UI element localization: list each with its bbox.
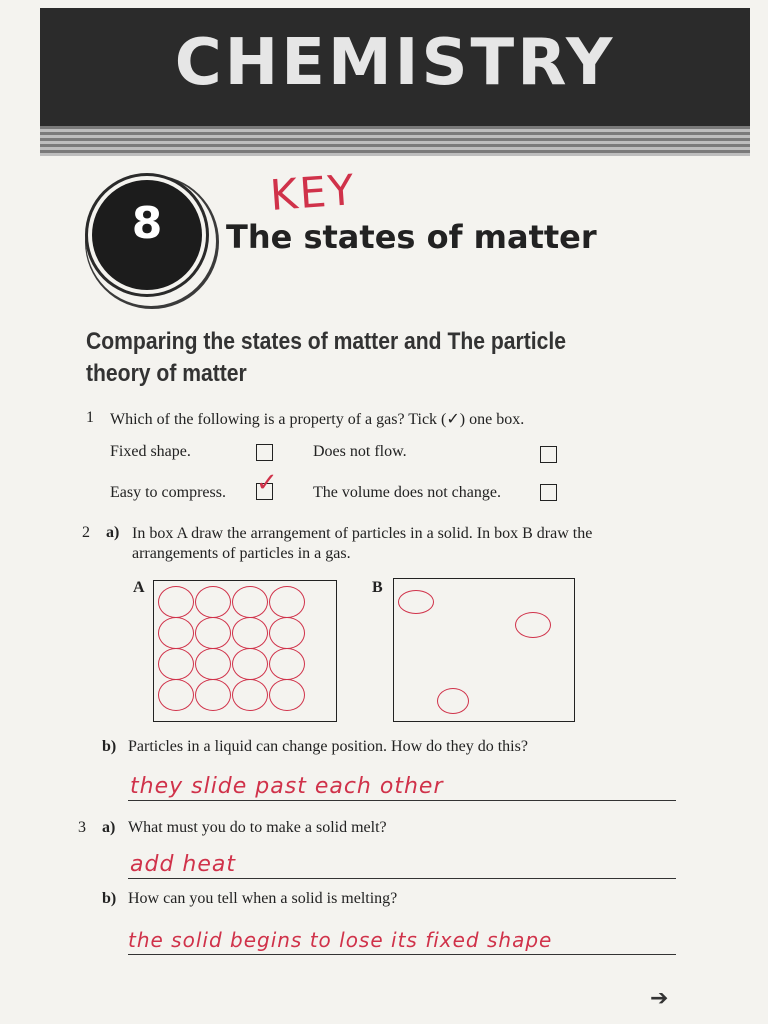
solid-particle xyxy=(195,586,231,618)
box-a-label: A xyxy=(133,579,145,596)
q2b-text: Particles in a liquid can change position. How do they do this? xyxy=(128,738,528,755)
q1-checkbox[interactable] xyxy=(540,446,557,463)
solid-particle xyxy=(158,679,194,711)
subject-title: CHEMISTRY xyxy=(174,26,616,100)
q2b-label: b) xyxy=(102,738,117,755)
solid-particle xyxy=(158,617,194,649)
box-b-label: B xyxy=(372,579,383,596)
q2a-label: a) xyxy=(106,524,120,541)
solid-particle xyxy=(269,586,305,618)
solid-particle xyxy=(232,586,268,618)
solid-particle xyxy=(195,648,231,680)
q2b-answer: they slide past each other xyxy=(130,774,444,799)
q3a-label: a) xyxy=(102,819,116,836)
q3b-label: b) xyxy=(102,890,117,907)
answer-line[interactable] xyxy=(128,954,676,955)
gas-particle xyxy=(398,590,434,614)
q1-option-label: The volume does not change. xyxy=(313,484,501,501)
q1-number: 1 xyxy=(86,409,94,426)
q1-option-label: Easy to compress. xyxy=(110,484,226,501)
q3-number: 3 xyxy=(78,819,86,836)
q3b-answer: the solid begins to lose its fixed shape xyxy=(128,928,553,952)
q3a-answer: add heat xyxy=(130,852,236,877)
q1-text: Which of the following is a property of a gas? Tick (✓) one box. xyxy=(110,411,525,428)
solid-particle xyxy=(269,679,305,711)
solid-particle xyxy=(158,648,194,680)
arrow-right-icon[interactable]: ➔ xyxy=(650,986,669,1011)
section-title: Comparing the states of matter and The particle theory of matter xyxy=(86,328,566,387)
q1-checkbox[interactable] xyxy=(540,484,557,501)
tick-icon: ✓ xyxy=(256,468,278,498)
q1-option-label: Fixed shape. xyxy=(110,443,191,460)
solid-particle xyxy=(269,617,305,649)
solid-particle xyxy=(232,648,268,680)
answer-line[interactable] xyxy=(128,800,676,801)
solid-particle xyxy=(232,617,268,649)
key-annotation: KEY xyxy=(268,165,358,220)
q3a-text: What must you do to make a solid melt? xyxy=(128,819,387,836)
q1-checkbox[interactable] xyxy=(256,444,273,461)
solid-particle xyxy=(195,679,231,711)
gas-particle xyxy=(515,612,551,638)
q2-number: 2 xyxy=(82,524,90,541)
answer-line[interactable] xyxy=(128,878,676,879)
chapter-number-badge xyxy=(92,180,202,290)
q3b-text: How can you tell when a solid is melting? xyxy=(128,890,398,907)
solid-particle xyxy=(232,679,268,711)
subject-banner xyxy=(40,8,750,126)
chapter-number: 8 xyxy=(131,198,163,249)
chapter-title: The states of matter xyxy=(226,218,597,256)
solid-particle xyxy=(195,617,231,649)
q1-option-label: Does not flow. xyxy=(313,443,407,460)
gas-particle xyxy=(437,688,469,714)
solid-particle xyxy=(269,648,305,680)
q2a-text: In box A draw the arrangement of particles in a solid. In box B draw the arrangements of particles in a gas. xyxy=(132,525,593,562)
solid-particle xyxy=(158,586,194,618)
banner-stripe xyxy=(40,126,750,156)
